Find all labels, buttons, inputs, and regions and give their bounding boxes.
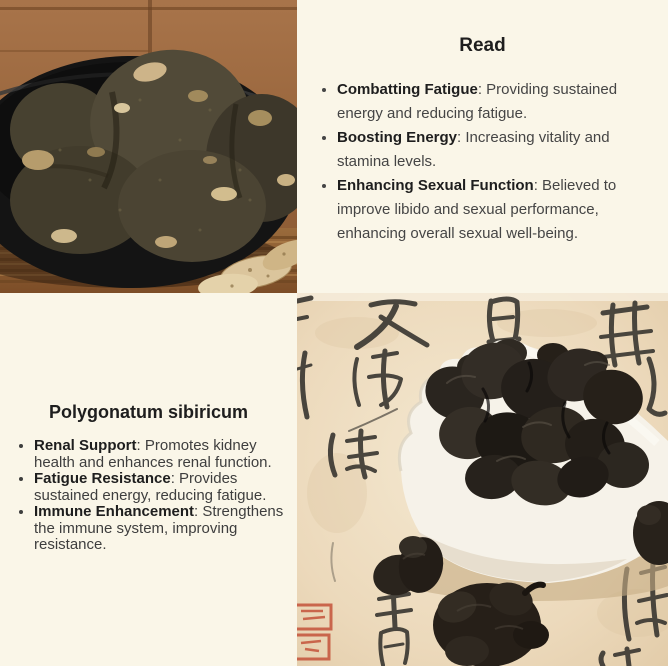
maca-roots-photo: [0, 0, 297, 293]
dried-herb-photo: [297, 293, 668, 666]
benefit-text: : Believed to improve libido and sexual performance, enhancing overall sexual well-being.: [337, 177, 617, 242]
benefit-item: [337, 78, 640, 126]
benefit-item: [337, 126, 640, 174]
benefit-text: : Strengthens the immune system, improving resistance.: [34, 503, 284, 553]
benefit-label: Enhancing Sexual Function: [337, 177, 534, 194]
read-title: Read: [459, 35, 506, 56]
benefit-item: [34, 504, 287, 554]
benefit-label: Fatigue Resistance: [34, 470, 171, 487]
polygonatum-benefits-list: [0, 438, 297, 554]
benefit-text: : Providing sustained energy and reducing fatigue.: [337, 81, 618, 122]
benefit-label: Renal Support: [34, 437, 137, 454]
maca-roots-illustration: [0, 0, 297, 293]
benefit-label: Immune Enhancement: [34, 503, 195, 520]
read-section: [297, 0, 668, 293]
benefit-text: : Provides sustained energy, reducing fatigue.: [34, 470, 267, 504]
read-benefits-list: [297, 78, 668, 246]
benefit-text: : Increasing vitality and stamina levels.: [337, 129, 610, 170]
benefit-item: [34, 471, 287, 504]
polygonatum-title: Polygonatum sibiricum: [48, 402, 249, 422]
benefit-item: [34, 438, 287, 471]
benefit-label: Combatting Fatigue: [337, 81, 478, 98]
benefit-item: [337, 174, 640, 246]
dried-herb-illustration: [297, 293, 668, 666]
benefit-label: Boosting Energy: [337, 129, 458, 146]
benefit-text: : Promotes kidney health and enhances renal function.: [34, 437, 272, 471]
polygonatum-section: [0, 293, 297, 666]
